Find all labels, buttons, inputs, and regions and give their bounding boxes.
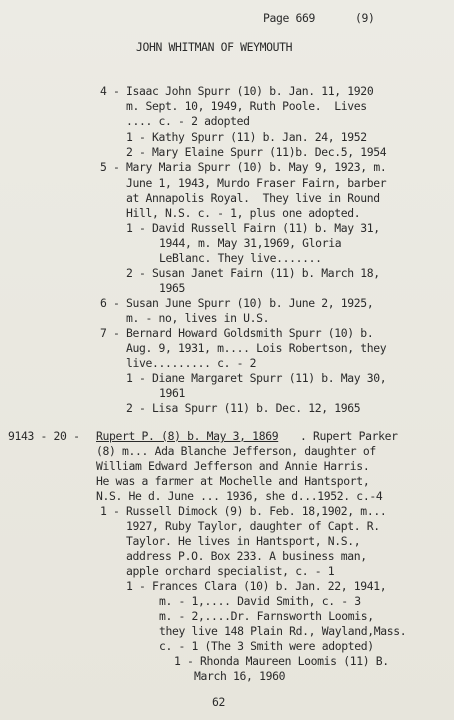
text-line: 2 - Mary Elaine Spurr (11)b. Dec.5, 1954 (126, 145, 387, 159)
text-line: He was a farmer at Mochelle and Hantsport, (96, 474, 370, 488)
text-line: March 16, 1960 (194, 669, 286, 683)
text-line: 1944, m. May 31,1969, Gloria (159, 236, 342, 250)
text-line: at Annapolis Royal. They live in Round (126, 191, 380, 205)
text-line: apple orchard specialist, c. - 1 (126, 564, 335, 578)
text-line: 1 - David Russell Fairn (11) b. May 31, (126, 221, 380, 235)
text-line: m. - 1,.... David Smith, c. - 3 (159, 594, 361, 608)
text-line: 1927, Ruby Taylor, daughter of Capt. R. (126, 519, 380, 533)
text-line: N.S. He d. June ... 1936, she d...1952. c.-4 (96, 489, 383, 503)
page-label: Page 669 (263, 11, 316, 25)
text-line: June 1, 1943, Murdo Fraser Fairn, barber (126, 176, 387, 190)
entry-number: 9143 - 20 - (8, 429, 87, 443)
text-line: Hill, N.S. c. - 1, plus one adopted. (126, 206, 361, 220)
text-line: 1 - Rhonda Maureen Loomis (11) B. (174, 654, 389, 668)
page-title: JOHN WHITMAN OF WEYMOUTH (136, 40, 293, 54)
text-line: Taylor. He lives in Hantsport, N.S., (126, 534, 361, 548)
text-line: Aug. 9, 1931, m.... Lois Robertson, they (126, 341, 387, 355)
text-line: 1961 (159, 386, 186, 400)
text-line: m. Sept. 10, 1949, Ruth Poole. Lives (126, 99, 367, 113)
text-line: 2 - Susan Janet Fairn (11) b. March 18, (126, 266, 380, 280)
text-line: they live 148 Plain Rd., Wayland,Mass. (159, 624, 407, 638)
text-line: m. - 2,....Dr. Farnsworth Loomis, (159, 609, 374, 623)
text-line: 1 - Diane Margaret Spurr (11) b. May 30, (126, 371, 387, 385)
entry-heading: Rupert P. (8) b. May 3, 1869 (96, 429, 279, 443)
text-line: 7 - Bernard Howard Goldsmith Spurr (10) b. (100, 326, 374, 340)
text-line: c. - 1 (The 3 Smith were adopted) (159, 639, 374, 653)
text-line: (8) m... Ada Blanche Jefferson, daughter of (96, 444, 376, 458)
footer-page-number: 62 (212, 695, 226, 709)
text-line: live......... c. - 2 (126, 356, 257, 370)
text-line: address P.O. Box 233. A business man, (126, 549, 367, 563)
text-line: 4 - Isaac John Spurr (10) b. Jan. 11, 1920 (100, 84, 374, 98)
text-line: .... c. - 2 adopted (126, 114, 250, 128)
text-line: 1 - Frances Clara (10) b. Jan. 22, 1941, (126, 579, 387, 593)
text-line: 5 - Mary Maria Spurr (10) b. May 9, 1923, m. (100, 160, 387, 174)
text-line: LeBlanc. They live....... (159, 251, 322, 265)
text-line: William Edward Jefferson and Annie Harris. (96, 459, 370, 473)
text-line: 6 - Susan June Spurr (10) b. June 2, 1925, (100, 296, 374, 310)
page-number-paren: (9) (355, 11, 375, 25)
text-line: 1 - Russell Dimock (9) b. Feb. 18,1902, m... (100, 504, 387, 518)
text-line: 1 - Kathy Spurr (11) b. Jan. 24, 1952 (126, 130, 367, 144)
text-line: . Rupert Parker (300, 429, 398, 443)
text-line: 1965 (159, 281, 186, 295)
text-line: 2 - Lisa Spurr (11) b. Dec. 12, 1965 (126, 401, 361, 415)
text-line: m. - no, lives in U.S. (126, 311, 270, 325)
